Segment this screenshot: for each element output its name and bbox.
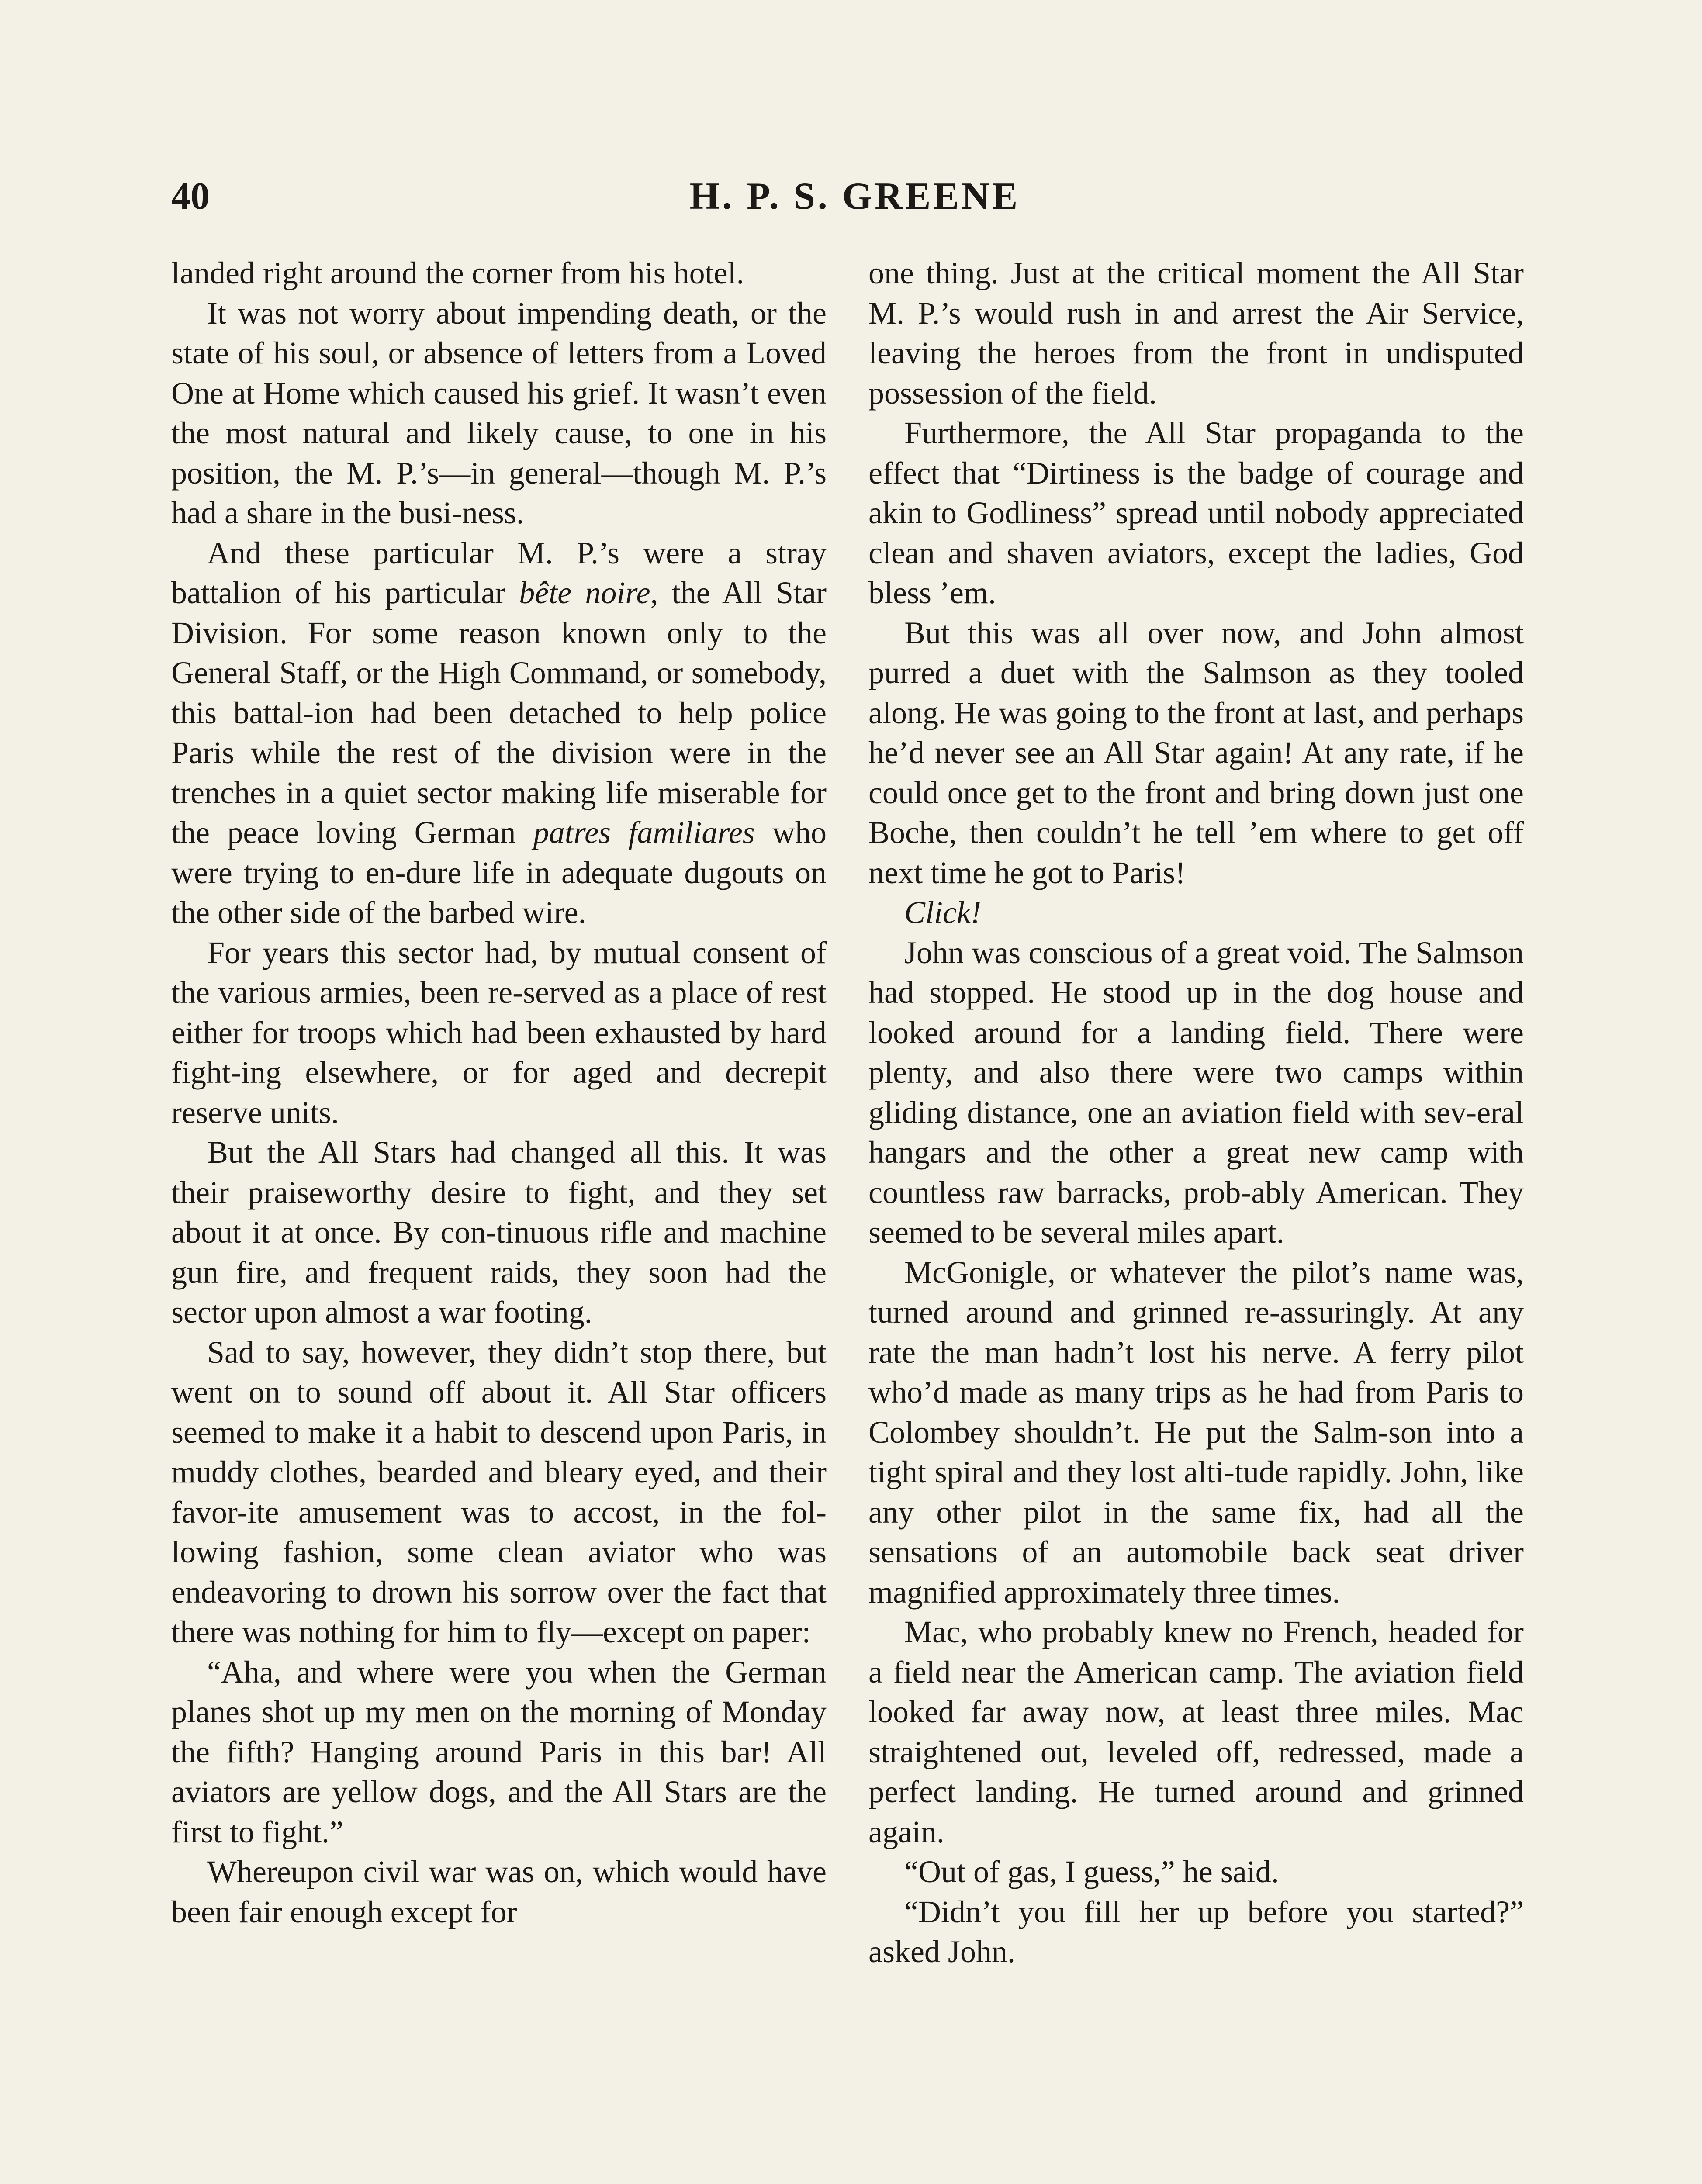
paragraph: Mac, who probably knew no French, headed for a field near the American camp. The aviation field looked far away now, at least three miles. Mac straightened out, leveled off, redressed, made a perfect landing. He turned around and grinned again. [868, 1614, 1524, 1849]
paragraph: Click! [904, 895, 981, 930]
text-run: And these particular M. P.’s were a stray battalion of his particular [171, 535, 827, 610]
paragraph: McGonigle, or whatever the pilot’s name was, turned around and grinned re-assuringly. At any rate the man hadn’t lost his nerve. A ferry pilot who’d made as many trips as he had from Paris to Colombey shouldn’t. He put the Salm-son into a tight spiral and they lost alti-tude rapidly. John, like any other pilot in the same fix, had all the sensations of an automobile back seat driver magnified approximately three times. [868, 1254, 1524, 1610]
paragraph: one thing. Just at the critical moment the All Star M. P.’s would rush in and arrest the Air Service, leaving the heroes from the front in undisputed possession of the field. [868, 256, 1524, 411]
paragraph: “Aha, and where were you when the German planes shot up my men on the morning of Monday the fifth? Hanging around Paris in this bar! All aviators are yellow dogs, and the All Stars are the first to fight.” [171, 1654, 827, 1849]
italic-phrase: patres familiares [533, 815, 755, 850]
paragraph: John was conscious of a great void. The Salmson had stopped. He stood up in the dog house and looked around for a landing field. There were plenty, and also there were two camps within gliding distance, one an aviation field with sev-eral hangars and the other a great new camp with countless raw barracks, prob-ably American. They seemed to be several miles apart. [868, 935, 1524, 1250]
running-title: H. P. S. GREENE [689, 175, 1021, 218]
paragraph: “Didn’t you fill her up before you started?” asked John. [868, 1894, 1524, 1969]
paragraph: But this was all over now, and John almost purred a duet with the Salmson as they tooled along. He was going to the front at last, and perhaps he’d never see an All Star again! At any rate, if he could once get to the front and bring down just one Boche, then couldn’t he tell ’em where to get off next time he got to Paris! [868, 615, 1524, 890]
paragraph: Sad to say, however, they didn’t stop there, but went on to sound off about it. All Star officers seemed to make it a habit to descend upon Paris, in muddy clothes, bearded and bleary eyed, and their favor-ite amusement was to accost, in the fol-lowing fashion, some clean aviator who was endeavoring to drown his sorrow over the fact that there was nothing for him to fly—except on paper: [171, 1334, 827, 1649]
paragraph: landed right around the corner from his hotel. [171, 256, 744, 290]
paragraph [171, 533, 827, 933]
paragraph: Furthermore, the All Star propaganda to the effect that “Dirtiness is the badge of courage and akin to Godliness” spread until nobody appreciated clean and shaven aviators, except the ladies, God bless ’em. [868, 415, 1524, 610]
paragraph: “Out of gas, I guess,” he said. [904, 1854, 1279, 1889]
paragraph: Whereupon civil war was on, which would have been fair enough except for [171, 1854, 827, 1929]
paragraph: But the All Stars had changed all this. It was their praiseworthy desire to fight, and they set about it at once. By con-tinuous rifle and machine gun fire, and frequent raids, they soon had the sector upon almost a war footing. [171, 1135, 827, 1330]
page-header [171, 166, 1539, 227]
text-run: who were trying to en-dure life in adequate dugouts on the other side of the barbed wire. [171, 815, 827, 930]
italic-phrase: bête noire [519, 575, 650, 610]
right-column [868, 253, 1524, 1972]
paragraph: It was not worry about impending death, or the state of his soul, or absence of letters from a Loved One at Home which caused his grief. It wasn’t even the most natural and likely cause, to one in his position, the M. P.’s—in general—though M. P.’s had a share in the busi-ness. [171, 295, 827, 530]
paragraph: For years this sector had, by mutual consent of the various armies, been re-served as a place of rest either for troops which had been exhausted by hard fight-ing elsewhere, or for aged and decrepit reserve units. [171, 935, 827, 1130]
page-number: 40 [171, 175, 210, 218]
text-run: , the All Star Division. For some reason known only to the General Staff, or the High Command, or somebody, this battal-ion had been detached to help police Paris while the rest of the division were in the trenches in a quiet sector making life miserable for the peace loving German [171, 575, 827, 850]
left-column [171, 253, 827, 1932]
